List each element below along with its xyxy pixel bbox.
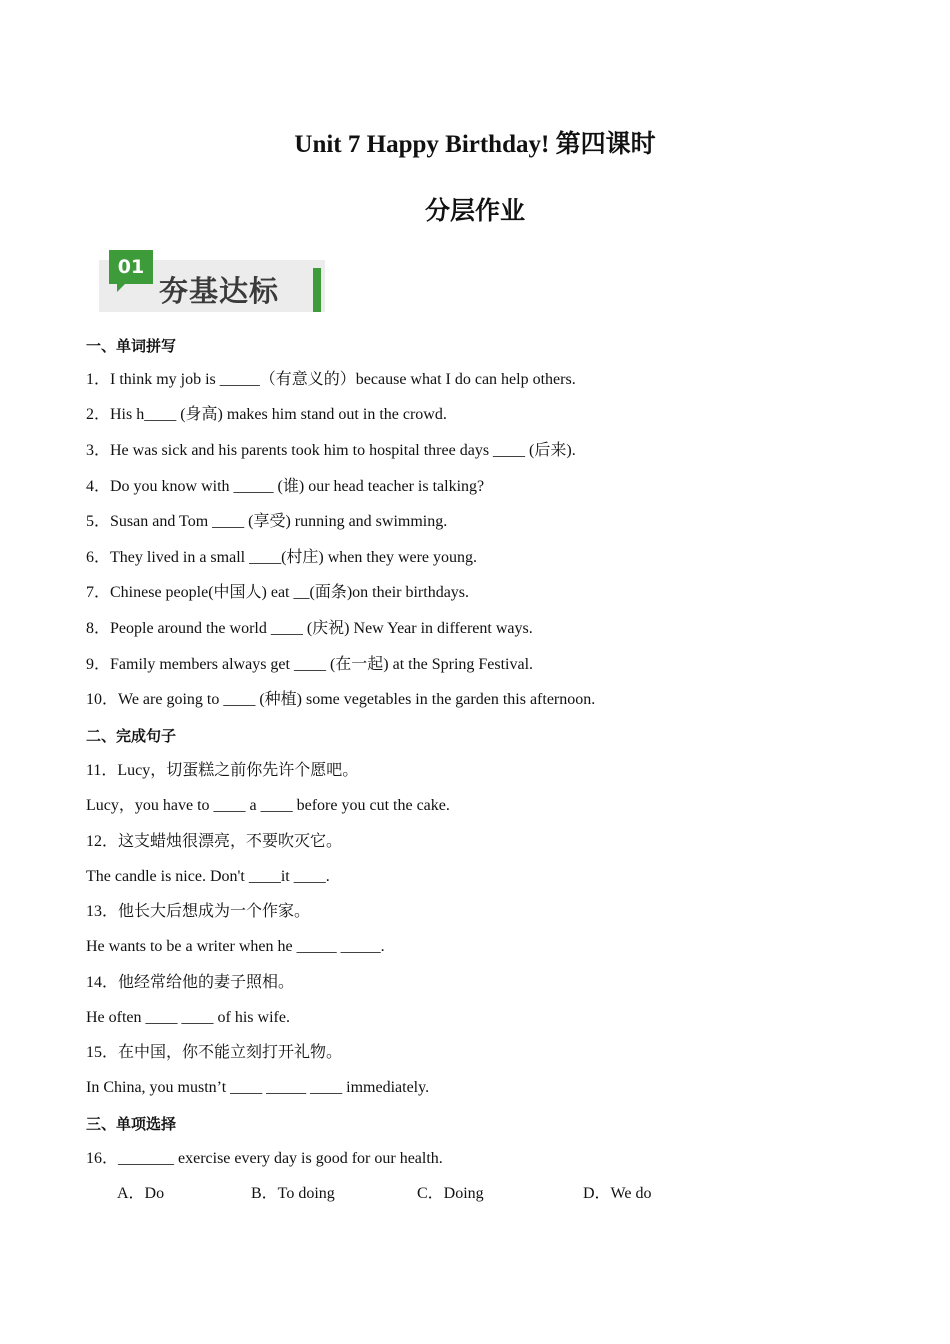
list-item: 8．People around the world ____ (庆祝) New Year in different ways. (86, 620, 533, 637)
list-item: 14．他经常给他的妻子照相。 (86, 974, 295, 991)
list-item: 1．I think my job is _____（有意义的）because what I do can help others. (86, 371, 576, 388)
badge-bar (313, 268, 321, 312)
option-d: D．We do (583, 1185, 652, 1202)
list-item: 5．Susan and Tom ____ (享受) running and swimming. (86, 513, 448, 530)
section-heading-spelling: 一、单词拼写 (86, 337, 177, 355)
list-item: 6．They lived in a small ____(村庄) when they were young. (86, 549, 478, 566)
list-item: The candle is nice. Don't ____it ____. (86, 868, 330, 885)
option-a: A．Do (117, 1185, 165, 1202)
list-item: 9．Family members always get ____ (在一起) at the Spring Festival. (86, 656, 534, 673)
list-item: 10．We are going to ____ (种植) some vegetables in the garden this afternoon. (86, 691, 596, 708)
badge-number: 01 (109, 250, 153, 284)
list-item: 11．Lucy，切蛋糕之前你先许个愿吧。 (86, 762, 359, 779)
list-item: 4．Do you know with _____ (谁) our head teacher is talking? (86, 478, 485, 495)
option-b: B．To doing (251, 1185, 335, 1202)
section-badge (99, 247, 325, 314)
badge-label: 夯基达标 (159, 274, 280, 308)
page-title: Unit 7 Happy Birthday! 第四课时 (294, 131, 656, 158)
list-item: 15．在中国，你不能立刻打开礼物。 (86, 1044, 343, 1061)
question-16: 16．_______ exercise every day is good for our health. (86, 1150, 443, 1167)
section-heading-choice: 三、单项选择 (86, 1115, 177, 1133)
list-item: In China, you mustn’t ____ _____ ____ immediately. (86, 1079, 430, 1096)
list-item: 7．Chinese people(中国人) eat __(面条)on their birthdays. (86, 584, 470, 601)
list-item: 3．He was sick and his parents took him to hospital three days ____ (后来). (86, 442, 576, 459)
list-item: He wants to be a writer when he _____ _____. (86, 938, 385, 955)
badge-tail-icon (117, 284, 125, 292)
list-item: He often ____ ____ of his wife. (86, 1009, 290, 1026)
section-heading-sentences: 二、完成句子 (86, 727, 177, 745)
list-item: 2．His h____ (身高) makes him stand out in the crowd. (86, 406, 447, 423)
list-item: 12．这支蜡烛很漂亮，不要吹灭它。 (86, 833, 343, 850)
list-item: 13．他长大后想成为一个作家。 (86, 903, 311, 920)
page-subtitle: 分层作业 (424, 198, 525, 225)
list-item: Lucy，you have to ____ a ____ before you cut the cake. (86, 797, 450, 814)
option-c: C．Doing (417, 1185, 484, 1202)
